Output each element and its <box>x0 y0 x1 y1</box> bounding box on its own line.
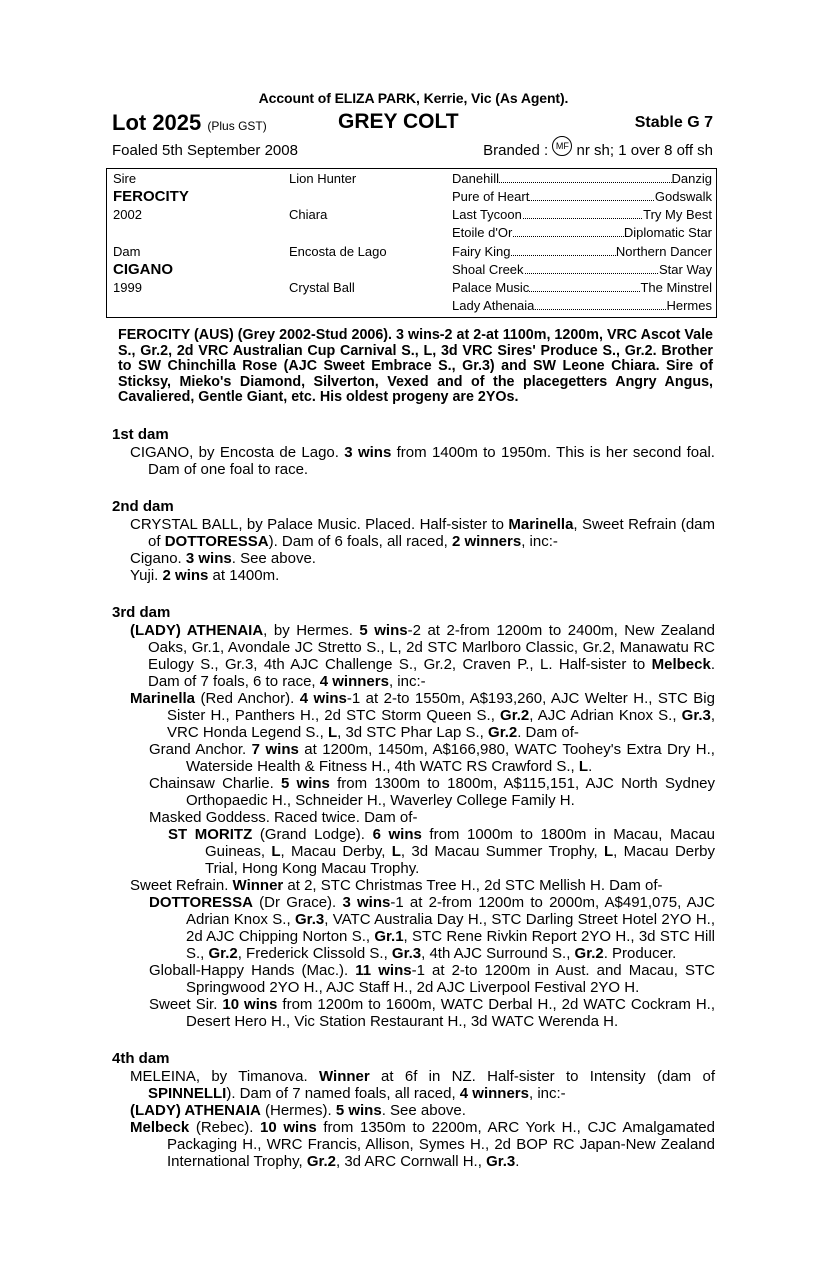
vendor-account: Account of ELIZA PARK, Kerrie, Vic (As Agent). <box>258 90 569 106</box>
produce-entry: Chainsaw Charlie. 5 wins from 1300m to 1800m, A$115,151, AJC North Sydney Orthopaedic H., Schneider H., Waverley College Family H. <box>149 774 716 809</box>
produce-entry: DOTTORESSA (Dr Grace). 3 wins-1 at 2-from 1200m to 2000m, A$491,075, AJC Adrian Knox S., Gr.3, VATC Australia Day H., STC Darling Street Hotel 2YO H., 2d AJC Chipping Norton S., Gr.1, STC Rene Rivkin Report 2YO H., 3d STC Hill S., Gr.2, Frederick Clissold S., Gr.3, 4th AJC Surround S., Gr.2. Producer. <box>149 893 715 962</box>
produce-entry: Marinella (Red Anchor). 4 wins-1 at 2-to 1550m, A$193,260, AJC Welter H., STC Big Sister H., Panthers H., 2d STC Storm Queen S., Gr.2, AJC Adrian Knox S., Gr.3, VRC Honda Legend S., L, 3d STC Phar Lap S., Gr.2. Dam of- <box>130 689 716 741</box>
produce-entry: Cigano. 3 wins. See above. <box>130 549 316 567</box>
dam-dam: Crystal Ball <box>289 280 355 295</box>
second-dam-text: CRYSTAL BALL, by Palace Music. Placed. Half-sister to Marinella, Sweet Refrain (dam of DOTTORESSA). Dam of 6 foals, all raced, 2 winners, inc:- <box>130 515 716 550</box>
brand-mark-icon: MF <box>552 136 572 156</box>
second-dam-heading: 2nd dam <box>112 497 174 515</box>
produce-entry: Melbeck (Rebec). 10 wins from 1350m to 2200m, ARC York H., CJC Amalgamated Packaging H., WRC Francis, Allison, Symes H., 2d BOP RC Japan-New Zealand International Trophy, Gr.2, 3d ARC Cornwall H., Gr.3. <box>130 1118 715 1170</box>
gen3-row: Pure of Heart Godswalk <box>452 189 712 204</box>
horse-description: GREY COLT <box>338 110 459 133</box>
dam-year: 1999 <box>113 280 142 295</box>
sire-year: 2002 <box>113 207 142 222</box>
lot-number: Lot 2025 (Plus GST) <box>112 110 267 135</box>
produce-entry: Grand Anchor. 7 wins at 1200m, 1450m, A$166,980, WATC Toohey's Extra Dry H., Waterside Health & Fitness H., 4th WATC RS Crawford S., L. <box>149 740 715 775</box>
third-dam-heading: 3rd dam <box>112 603 171 621</box>
foaling-row <box>112 140 715 162</box>
stable-number: Stable G 7 <box>634 114 713 131</box>
pedigree-table <box>106 168 717 318</box>
sire-summary: FEROCITY (AUS) (Grey 2002-Stud 2006). 3 wins-2 at 2-at 1100m, 1200m, VRC Ascot Vale S., Gr.2, 2d VRC Australian Cup Carnival S., L, 3d VRC Sires' Produce S., Gr.2. Brother to SW Chinchilla Rose (AJC Sweet Embrace S., Gr.3) and SW Leone Chiara. Sire of Sticksy, Mieko's Diamond, Silverton, Vexed and of the placegetters Angry Angus, Cavaliered, Gentle Giant, etc. His oldest progeny are 2YOs. <box>118 327 713 405</box>
gen3-row: Lady Athenaia Hermes <box>452 298 712 313</box>
brand-info: Branded : MF nr sh; 1 over 8 off sh <box>483 142 713 159</box>
foaled-date: Foaled 5th September 2008 <box>112 142 298 159</box>
produce-entry: ST MORITZ (Grand Lodge). 6 wins from 1000m to 1800m in Macau, Macau Guineas, L, Macau Derby, L, 3d Macau Summer Trophy, L, Macau Derby Trial, Hong Kong Macau Trophy. <box>168 825 716 877</box>
first-dam-heading: 1st dam <box>112 425 169 443</box>
gen3-row: Last Tycoon Try My Best <box>452 207 712 222</box>
catalogue-page <box>112 90 715 1170</box>
fourth-dam-text: MELEINA, by Timanova. Winner at 6f in NZ. Half-sister to Intensity (dam of SPINNELLI). Dam of 7 named foals, all raced, 4 winners, inc:- <box>130 1067 715 1102</box>
dam-label: Dam <box>113 244 141 259</box>
dam-name: CIGANO <box>113 261 173 278</box>
produce-entry: Yuji. 2 wins at 1400m. <box>130 566 280 584</box>
produce-entry: Globall-Happy Hands (Mac.). 11 wins-1 at 2-to 1200m in Aust. and Macau, STC Springwood 2YO H., AJC Staff H., 2d AJC Liverpool Festival 2YO H. <box>149 961 715 996</box>
third-dam-text: (LADY) ATHENAIA, by Hermes. 5 wins-2 at 2-from 1200m to 2400m, New Zealand Oaks, Gr.1, Avondale JC Stretto S., L, 2d STC Marlboro Classic, Gr.2, Manawatu RC Eulogy S., Gr.3, 4th AJC Challenge S., Gr.2, Craven P., L. Half-sister to Melbeck. Dam of 7 foals, 6 to race, 4 winners, inc:- <box>130 621 716 690</box>
sire-sire: Lion Hunter <box>289 171 357 186</box>
sire-dam: Chiara <box>289 207 328 222</box>
lot-header <box>112 110 715 138</box>
dam-sire: Encosta de Lago <box>289 244 387 259</box>
sire-label: Sire <box>113 171 137 186</box>
produce-entry: Sweet Refrain. Winner at 2, STC Christmas Tree H., 2d STC Mellish H. Dam of- <box>130 876 663 894</box>
gen3-row: Shoal Creek Star Way <box>452 262 712 277</box>
plus-gst: (Plus GST) <box>207 119 267 133</box>
gen3-row: Danehill Danzig <box>452 171 712 186</box>
produce-entry: Masked Goddess. Raced twice. Dam of- <box>149 808 418 826</box>
produce-entry: Sweet Sir. 10 wins from 1200m to 1600m, WATC Derbal H., 2d WATC Cockram H., Desert Hero H., Vic Station Restaurant H., 3d WATC Werenda H. <box>149 995 716 1030</box>
gen3-row: Palace Music The Minstrel <box>452 280 712 295</box>
fourth-dam-heading: 4th dam <box>112 1049 170 1067</box>
sire-name: FEROCITY <box>113 188 189 205</box>
gen3-row: Etoile d'Or Diplomatic Star <box>452 225 712 240</box>
produce-entry: (LADY) ATHENAIA (Hermes). 5 wins. See above. <box>130 1101 466 1119</box>
first-dam-text: CIGANO, by Encosta de Lago. 3 wins from 1400m to 1950m. This is her second foal. Dam of one foal to race. <box>130 443 715 478</box>
gen3-row: Fairy King Northern Dancer <box>452 244 712 259</box>
